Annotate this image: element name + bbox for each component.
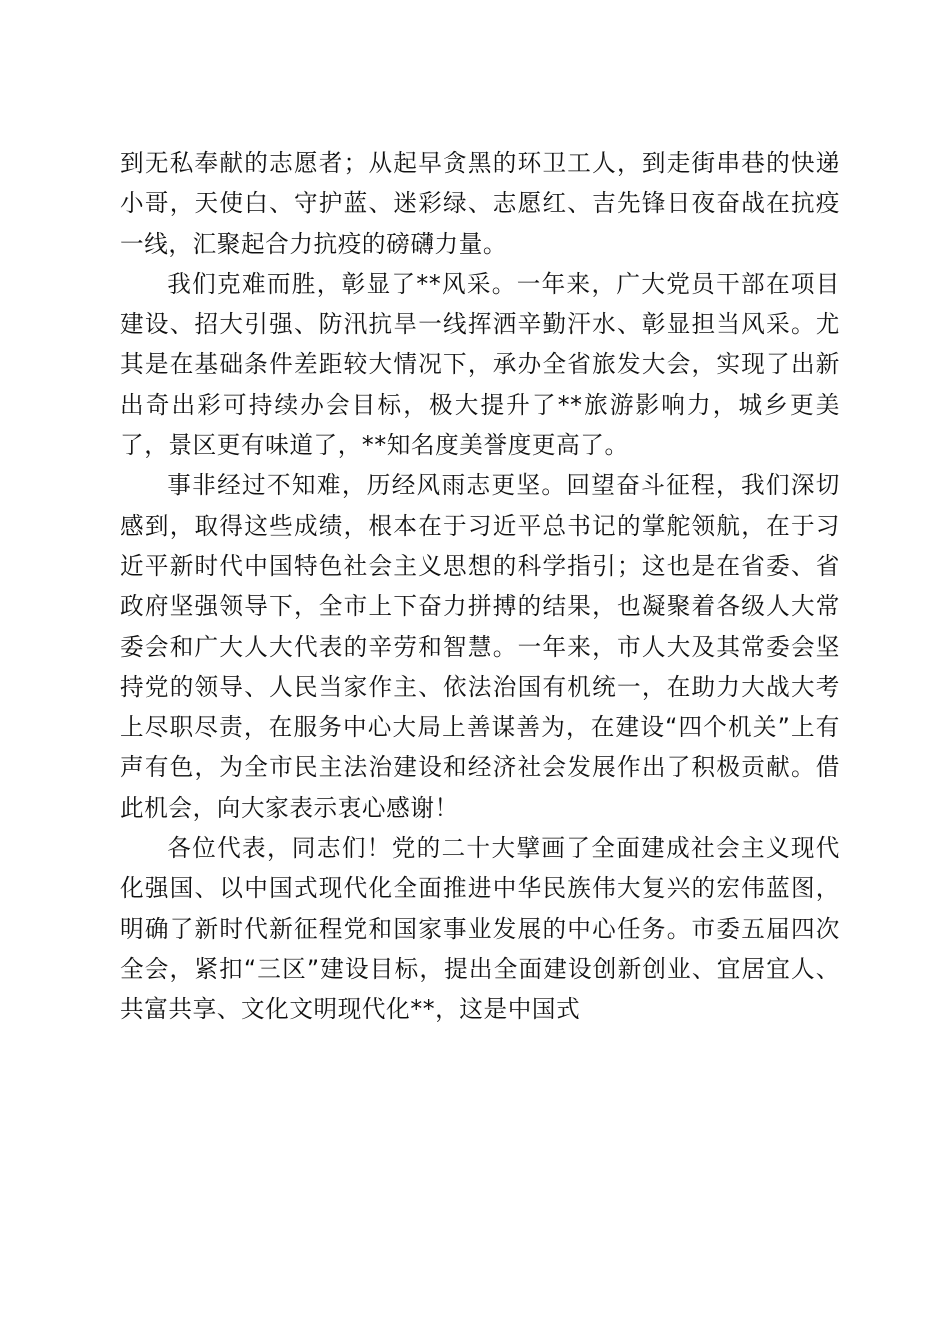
paragraph-reflection: 事非经过不知难，历经风雨志更坚。回望奋斗征程，我们深切感到，取得这些成绩，根本在于习近平总书记的掌舵领航，在于习近平新时代中国特色社会主义思想的科学指引；这也是在省委、省政府坚强领导下，全市上下奋力拼搏的结果，也凝聚着各级人大常委会和广大人大代表的辛劳和智慧。一年来，市人大及其常委会坚持党的领导、人民当家作主、依法治国有机统一，在助力大战大考上尽职尽责，在服务中心大局上善谋善为，在建设“四个机关”上有声有色，为全市民主法治建设和经济社会发展作出了积极贡献。借此机会，向大家表示衷心感谢！	[120, 471, 840, 822]
paragraph-overcoming-difficulties: 我们克难而胜，彰显了**风采。一年来，广大党员干部在项目建设、招大引强、防汛抗旱一线挥洒辛勤汗水、彰显担当风采。尤其是在基础条件差距较大情况下，承办全省旅发大会，实现了出新出奇出彩可持续办会目标，极大提升了**旅游影响力，城乡更美了，景区更有味道了，**知名度美誉度更高了。	[120, 269, 840, 460]
paragraph-address-delegates: 各位代表，同志们！党的二十大擘画了全面建成社会主义现代化强国、以中国式现代化全面推进中华民族伟大复兴的宏伟蓝图，明确了新时代新征程党和国家事业发展的中心任务。市委五届四次全会，紧扣“三区”建设目标，提出全面建设创新创业、宜居宜人、共富共享、文化文明现代化**，这是中国式	[120, 834, 840, 1024]
document-page	[120, 143, 840, 1030]
paragraph-continuation: 到无私奉献的志愿者；从起早贪黑的环卫工人，到走街串巷的快递小哥，天使白、守护蓝、迷彩绿、志愿红、吉先锋日夜奋战在抗疫一线，汇聚起合力抗疫的磅礴力量。	[120, 149, 840, 258]
